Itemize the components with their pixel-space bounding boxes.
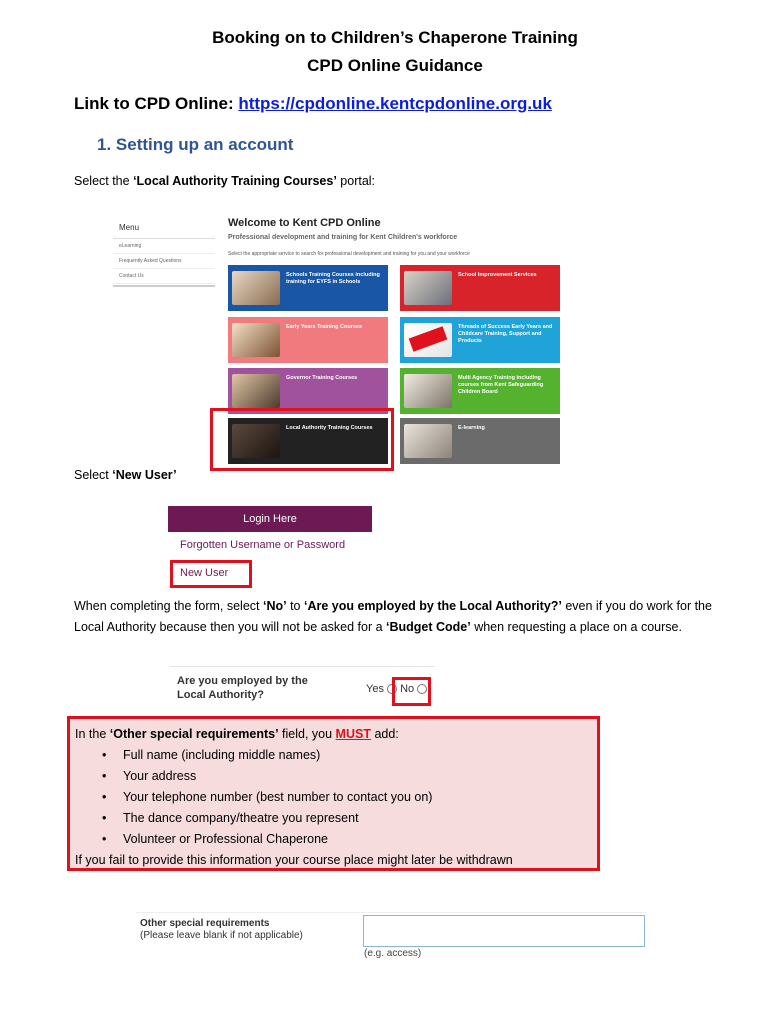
other-requirements-label: Other special requirements (Please leave blank if not applicable)	[140, 918, 303, 941]
tile-school-improvement[interactable]: School Improvement Services	[400, 265, 560, 311]
cpd-link-line	[74, 94, 552, 114]
other-requirements-hint: (e.g. access)	[364, 948, 422, 959]
new-user-link[interactable]: New User	[180, 567, 229, 579]
select-portal-text: Select the ‘Local Authority Training Courses’ portal:	[74, 174, 376, 188]
tile-photo	[404, 424, 452, 458]
highlight-new-user	[170, 560, 252, 588]
forgotten-password-link[interactable]: Forgotten Username or Password	[180, 539, 346, 551]
tile-photo	[232, 271, 280, 305]
other-requirements-sublabel: (Please leave blank if not applicable)	[140, 930, 303, 941]
portal-welcome: Welcome to Kent CPD Online	[228, 217, 381, 229]
list-item: • Your address	[123, 766, 597, 787]
list-item: • Your telephone number (best number to contact you on)	[123, 787, 597, 808]
doc-title-line2: CPD Online Guidance	[307, 56, 483, 75]
tile-schools[interactable]: Schools Training Courses including training for EYFS in Schools	[228, 265, 388, 311]
tile-local-authority[interactable]: Local Authority Training Courses	[228, 418, 388, 464]
menu-item-contact[interactable]: Contact Us	[113, 269, 215, 284]
other-requirements-input[interactable]	[363, 915, 645, 947]
requirements-box	[67, 716, 600, 871]
requirements-list	[75, 745, 597, 850]
tile-photo	[404, 374, 452, 408]
tile-photo	[232, 374, 280, 408]
tile-threads-of-success[interactable]: Threads of Success Early Years and Childcare Training, Support and Products	[400, 317, 560, 363]
tile-elearning[interactable]: E-learning	[400, 418, 560, 464]
doc-title-line1: Booking on to Children’s Chaperone Training	[212, 28, 578, 47]
form-instructions: When completing the form, select ‘No’ to ‘Are you employed by the Local Authority?’ even if you do work for the Local Authority because then you will not be asked for a ‘Budget Code’ when requesting a place on a course.	[74, 599, 712, 634]
section-heading: 1. Setting up an account	[97, 135, 294, 154]
tile-photo	[232, 323, 280, 357]
employed-question: Are you employed by the Local Authority?	[177, 675, 308, 701]
tile-multi-agency[interactable]: Multi Agency Training including courses from Kent Safeguarding Children Board	[400, 368, 560, 414]
requirements-intro: In the ‘Other special requirements’ field, you MUST add:	[75, 727, 399, 741]
portal-menu	[113, 215, 215, 285]
login-here-button[interactable]: Login Here	[168, 506, 372, 532]
menu-item-elearning[interactable]: eLearning	[113, 239, 215, 254]
threads-logo-icon	[404, 323, 452, 357]
portal-instruction: Select the appropriate service to search for professional development and training for you and your workforce	[228, 251, 470, 257]
tile-governor[interactable]: Governor Training Courses	[228, 368, 388, 414]
list-item: • Volunteer or Professional Chaperone	[123, 829, 597, 850]
portal-subtitle: Professional development and training for Kent Children's workforce	[228, 234, 458, 241]
menu-item-faq[interactable]: Frequently Asked Questions	[113, 254, 215, 269]
tile-logo	[404, 323, 452, 357]
highlight-no-option	[392, 677, 431, 706]
highlight-local-authority	[210, 408, 394, 471]
requirements-warning: If you fail to provide this information your course place might later be withdrawn	[75, 853, 513, 867]
list-item: • Full name (including middle names)	[123, 745, 597, 766]
no-label: No	[400, 683, 415, 695]
link-label: Link to CPD Online:	[74, 94, 234, 113]
yes-label: Yes	[366, 683, 384, 695]
tile-early-years[interactable]: Early Years Training Courses	[228, 317, 388, 363]
select-new-user-text: Select ‘New User’	[74, 468, 177, 482]
requirements-content	[70, 719, 597, 871]
tile-photo	[404, 271, 452, 305]
menu-title: Menu	[113, 215, 215, 239]
list-item: • The dance company/theatre you represent	[123, 808, 597, 829]
cpd-online-link[interactable]: https://cpdonline.kentcpdonline.org.uk	[238, 94, 552, 113]
